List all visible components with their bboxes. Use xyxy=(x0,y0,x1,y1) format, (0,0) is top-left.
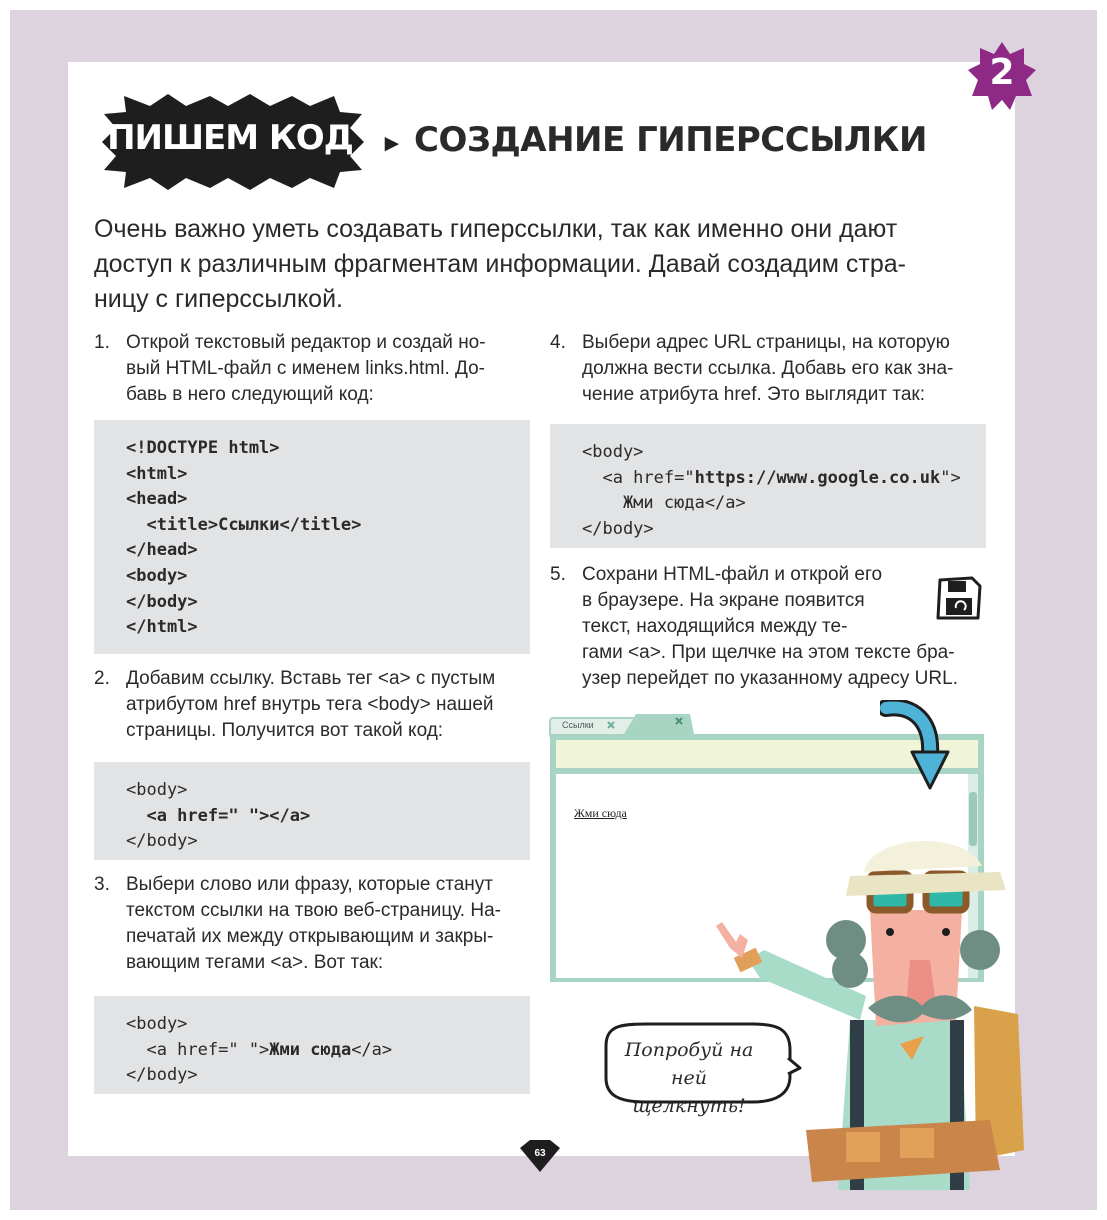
floppy-save-icon xyxy=(934,576,982,620)
code-line xyxy=(126,1038,530,1064)
step-5 xyxy=(550,562,990,694)
code-line: </body> xyxy=(126,1065,198,1086)
bubble-line: щелкнуть! xyxy=(632,1095,746,1117)
code-fragment: Жми сюда xyxy=(269,1039,352,1060)
header-badge-label: ПИШЕМ КОД xyxy=(107,118,353,158)
code-fragment: </a> xyxy=(351,1039,393,1060)
page-number: 63 xyxy=(534,1148,546,1159)
step-line: вый HTML-файл с именем links.html. До- xyxy=(126,358,486,379)
code-block-3 xyxy=(94,996,530,1094)
page-title: СОЗДАНИЕ ГИПЕРССЫЛКИ xyxy=(414,120,927,160)
code-line: <body> xyxy=(582,442,644,462)
step-line: страницы. Получится вот такой код: xyxy=(126,720,444,741)
step-number: 5. xyxy=(550,564,566,585)
step-line: чение атрибута href. Это выглядит так: xyxy=(582,384,926,405)
code-line: <body> xyxy=(126,1014,188,1034)
step-line: узер перейдет по указанному адресу URL. xyxy=(582,668,958,689)
code-fragment: <a href=" "> xyxy=(126,1039,270,1060)
step-line: Открой текстовый редактор и создай но- xyxy=(126,332,486,353)
step-line: бавь в него следующий код: xyxy=(126,384,374,405)
code-line: </html> xyxy=(126,617,198,638)
code-line: </body> xyxy=(126,591,198,612)
intro-line: ницу с гиперссылкой. xyxy=(94,285,343,313)
step-2 xyxy=(94,666,524,746)
code-line: <html> xyxy=(126,463,188,484)
header-arrow-icon: ► xyxy=(380,130,404,157)
step-line: в браузере. На экране появится xyxy=(582,590,865,611)
step-line: текстом ссылки на твою веб-страницу. На- xyxy=(126,900,501,921)
chapter-number: 2 xyxy=(989,52,1015,93)
step-number: 1. xyxy=(94,332,110,353)
step-line: атрибутом href внутрь тега <body> нашей xyxy=(126,694,494,715)
explorer-character-illustration xyxy=(700,830,1040,1190)
step-line: должна вести ссылка. Добавь его как зна- xyxy=(582,358,954,379)
code-line: </body> xyxy=(126,831,198,852)
code-line: </body> xyxy=(582,518,654,539)
code-line: <head> xyxy=(126,489,188,510)
code-line xyxy=(582,466,986,492)
code-line: <body> xyxy=(126,780,188,800)
code-line: <!DOCTYPE html> xyxy=(126,438,280,458)
code-line: Жми сюда</a> xyxy=(582,493,746,514)
step-line: текст, находящийся между те- xyxy=(582,616,848,637)
code-fragment: <a href=" xyxy=(582,467,695,488)
step-3 xyxy=(94,872,524,978)
intro-line: доступ к различным фрагментам информации. Давай создадим стра- xyxy=(94,250,906,278)
step-line: гами <a>. При щелчке на этом тексте бра- xyxy=(582,642,955,663)
step-number: 3. xyxy=(94,874,110,895)
step-line: Добавим ссылку. Вставь тег <a> с пустым xyxy=(126,668,496,689)
intro-paragraph xyxy=(94,212,974,317)
browser-link[interactable]: Жми сюда xyxy=(574,806,627,820)
code-line: </head> xyxy=(126,540,198,561)
code-block-2 xyxy=(94,762,530,860)
step-number: 4. xyxy=(550,332,566,353)
intro-line: Очень важно уметь создавать гиперссылки, так как именно они дают xyxy=(94,215,898,243)
step-line: Выбери адрес URL страницы, на которую xyxy=(582,332,950,353)
code-line: <body> xyxy=(126,565,188,586)
code-line xyxy=(126,804,530,830)
step-number: 2. xyxy=(94,668,110,689)
code-line: <title>Ссылки</title> xyxy=(126,514,362,535)
step-line: Сохрани HTML-файл и открой его xyxy=(582,564,883,585)
browser-tab-label: Ссылки xyxy=(562,720,594,730)
code-block-4 xyxy=(550,424,986,548)
step-line: печатай их между открывающим и закры- xyxy=(126,926,494,947)
step-line: вающим тегами <a>. Вот так: xyxy=(126,952,384,973)
step-1 xyxy=(94,330,524,410)
code-fragment: "> xyxy=(940,467,961,488)
speech-bubble-text xyxy=(604,1036,774,1120)
blue-arrow-icon xyxy=(880,700,952,792)
code-fragment: "></a> xyxy=(238,805,311,826)
code-fragment: https://www.google.co.uk xyxy=(694,467,941,488)
step-4 xyxy=(550,330,990,410)
code-block-1 xyxy=(94,420,530,654)
code-fragment: <a href=" xyxy=(126,805,239,826)
bubble-line: Попробуй на ней xyxy=(624,1039,754,1089)
step-line: Выбери слово или фразу, которые станут xyxy=(126,874,493,895)
